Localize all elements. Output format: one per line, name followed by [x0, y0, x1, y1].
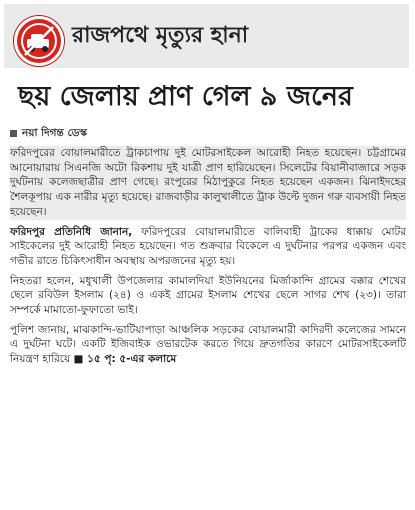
paragraph-1	[10, 225, 406, 269]
dateline: ফরিদপুর প্রতিনিধি জানান,	[10, 225, 133, 238]
paragraph-3	[10, 323, 406, 367]
continuation-note: ■ ১৫ পৃ: ৫-এর কলামে	[73, 353, 177, 366]
byline-bullet-icon	[10, 130, 17, 137]
section-header-band	[4, 4, 409, 68]
article-body	[10, 146, 406, 372]
paragraph-3-text: পুলিশ জানায়, মাঝকান্দি-ভাটিয়াপাড়া আঞ্চলিক সড়কের বোয়ালমারী কাদিরদী কলেজের সামনে এ দুর্ঘটনা ঘটে। একটি ইজিবাইক ওভারটেক করতে গিয়ে দ্রুতগতির কারণে মোটরসাইকেলটি নিয়ন্ত্রণ হারিয়ে	[10, 323, 406, 366]
byline-text: নয়া দিগন্ত ডেস্ক	[22, 127, 87, 139]
intro-paragraph: ফরিদপুরের বোয়ালমারীতে ট্রাকচাপায় দুই মোটরসাইকেল আরোহী নিহত হয়েছেন। চট্টগ্রামের আনোয়ারায় সিএনজি অটো রিকশায় দুই যাত্রী প্রাণ হারিয়েছেন। সিলেটের বিয়ানীবাজারে সড়ক দুর্ঘটনায় কলেজছাত্রীর প্রাণ গেছে। রংপুরের মিঠাপুকুরে নিহত হয়েছেন একজন। ঝিনাইদহের শৈলকূপায় এক নারীর মৃত্যু হয়েছে। রাজবাড়ীর কালুখালীতে ট্রাক উল্টে দুজন গরু ব্যবসায়ী নিহত হয়েছেন।	[10, 147, 406, 218]
paragraph-1-text: ফরিদপুরের বোয়ালমারীতে বালিবাহী ট্রাকের ধাক্কায় মোটর সাইকেলের দুই আরোহী নিহত হয়েছেন। গত শুক্রবার বিকেলে এ দুর্ঘটনার পরপর একজন এবং গভীর রাতে চিকিৎসাধীন অবস্থায় অপরজনের মৃত্যু হয়।	[10, 225, 406, 267]
section-kicker: রাজপথে মৃত্যুর হানা	[72, 23, 249, 48]
crash-car-icon	[14, 16, 64, 66]
article-headline: ছয় জেলায় প্রাণ গেল ৯ জনের	[18, 81, 353, 112]
paragraph-2: নিহতরা হলেন, মধুখালী উপজেলার কামালদিয়া ইউনিয়নের মির্জাকান্দি গ্রামের বক্কার শেখের ছেলে রবিউল ইসলাম (২৪) ও একই গ্রামের ইসলাম শেখের ছেলে সাগর শেখ (২৩)। তারা সম্পর্কে মামাতো-ফুফাতো ভাই।	[10, 274, 406, 317]
byline	[10, 126, 87, 143]
